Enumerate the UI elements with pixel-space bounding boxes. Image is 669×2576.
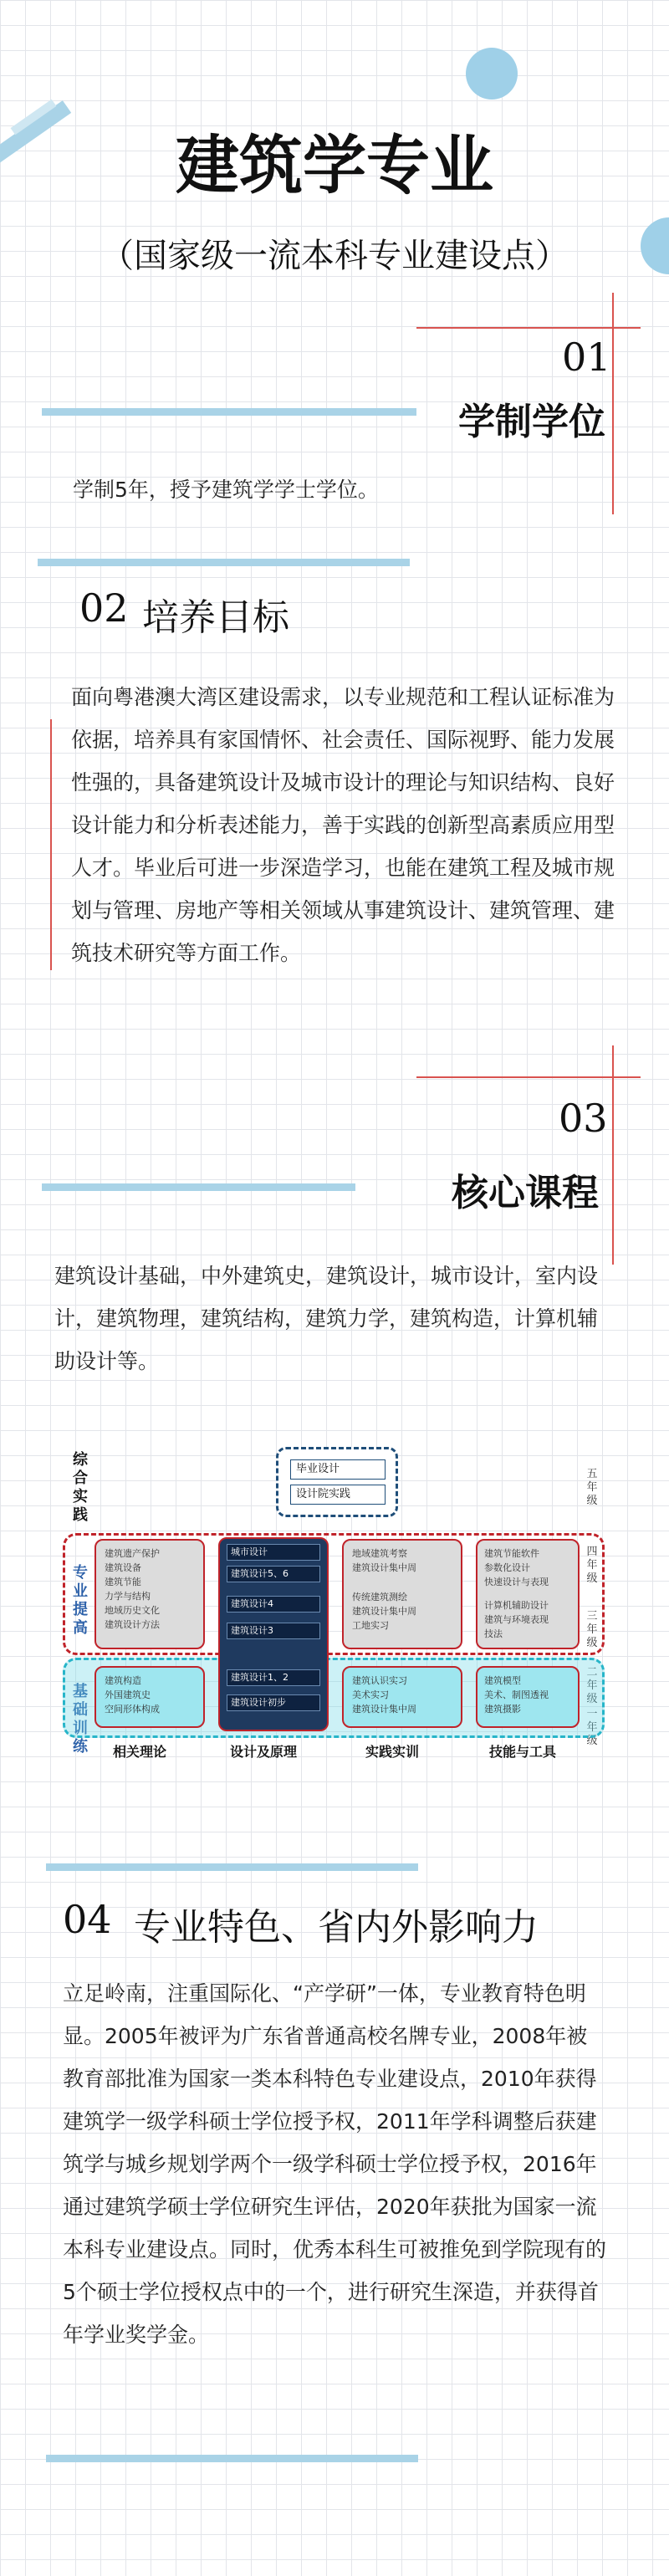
graduation-box [276, 1447, 398, 1517]
section-01-title: 学制学位 [458, 401, 605, 443]
course-item: 建筑设计1、2 [227, 1669, 320, 1686]
side-label-practice: 综合实践 [73, 1451, 88, 1524]
course-text: 工地实习 [352, 1620, 389, 1631]
course-item: 城市设计 [227, 1544, 320, 1561]
section-04-number: 04 [63, 1897, 112, 1942]
course-text: 技法 [484, 1628, 503, 1639]
course-text: 建筑设计集中周 [352, 1704, 416, 1715]
side-label-advanced: 专业提高 [73, 1564, 88, 1637]
section-02-body: 面向粤港澳大湾区建设需求，以专业规范和工程认证标准为依据，培养具有家国情怀、社会责任、国际视野、能力发展性强的，具备建筑设计及城市设计的理论与知识结构、良好设计能力和分析表述能力，善于实践的创新型高素质应用型人才。毕业后可进一步深造学习，也能在建筑工程及城市规划与管理、房地产等相关领域从事建筑设计、建筑管理、建筑技术研究等方面工作。 [71, 685, 615, 965]
curriculum-diagram [63, 1447, 610, 1773]
course-text: 建筑模型 [484, 1675, 521, 1686]
page-title: 建筑学专业 [176, 128, 493, 202]
course-text: 建筑遗产保护 [105, 1548, 160, 1559]
course-text: 计算机辅助设计 [484, 1600, 549, 1611]
decor-red-line [612, 1045, 614, 1265]
course-item: 建筑设计初步 [227, 1694, 320, 1711]
graduation-item: 毕业设计 [290, 1459, 386, 1480]
course-text: 建筑设计集中周 [352, 1606, 416, 1617]
year-label-4: 四年级 [586, 1546, 598, 1585]
section-04-title: 专业特色、省内外影响力 [134, 1906, 539, 1949]
course-text: 建筑构造 [105, 1675, 141, 1686]
course-text: 建筑摄影 [484, 1704, 521, 1715]
graduation-item: 设计院实践 [290, 1485, 386, 1505]
decor-red-line [416, 1076, 641, 1078]
section-01-number: 01 [562, 335, 611, 380]
decor-blue-bar [38, 559, 410, 566]
section-02-number: 02 [79, 585, 129, 631]
decor-red-line [416, 327, 641, 329]
course-text: 建筑节能软件 [484, 1548, 539, 1559]
course-text: 建筑设计集中周 [352, 1562, 416, 1573]
course-text: 力学与结构 [105, 1591, 151, 1602]
section-03-body: 建筑设计基础，中外建筑史，建筑设计，城市设计，室内设计，建筑物理，建筑结构，建筑力学，建筑构造，计算机辅助设计等。 [54, 1264, 599, 1373]
col-practice-upper [342, 1539, 462, 1649]
page-subtitle: （国家级一流本科专业建设点） [100, 237, 569, 275]
course-text: 建筑设备 [105, 1562, 141, 1573]
decor-circle [466, 48, 518, 100]
course-text: 参数化设计 [484, 1562, 530, 1573]
column-label-design: 设计及原理 [230, 1744, 298, 1760]
course-text: 建筑与环境表现 [484, 1614, 549, 1625]
col-practice-lower [342, 1666, 462, 1728]
section-03-title: 核心课程 [452, 1172, 599, 1214]
col-theory-upper [94, 1539, 205, 1649]
section-04-body: 立足岭南，注重国际化、“产学研”一体，专业教育特色明显。2005年被评为广东省普通高校名牌专业，2008年被教育部批准为国家一类本科特色专业建设点，2010年获得建筑学一级学科硕士学位授予权，2011年学科调整后获建筑学与城乡规划学两个一级学科硕士学位授予权，2016年通过建筑学硕士学位研究生评估，2020年获批为国家一流本科专业建设点。同时，优秀本科生可被推免到学院现有的5个硕士学位授权点中的一个，进行研究生深造，并获得首年学业奖学金。 [63, 1981, 607, 2347]
decor-red-line [50, 719, 52, 970]
course-text: 建筑认识实习 [352, 1675, 407, 1686]
course-text: 地域建筑考察 [352, 1548, 407, 1559]
col-theory-lower [94, 1666, 205, 1728]
course-text: 建筑设计方法 [105, 1619, 160, 1630]
year-label-1: 一年级 [586, 1708, 598, 1747]
course-text: 地域历史文化 [105, 1605, 160, 1616]
col-design [218, 1537, 329, 1731]
decor-blue-bar [42, 1183, 355, 1191]
decor-blue-bar [46, 1863, 418, 1871]
course-item: 建筑设计5、6 [227, 1566, 320, 1582]
section-03-number: 03 [559, 1096, 608, 1141]
course-text: 美术、制图透视 [484, 1689, 549, 1700]
col-skills-lower [476, 1666, 580, 1728]
side-label-basic: 基础训练 [73, 1683, 88, 1756]
column-label-practice: 实践实训 [365, 1744, 420, 1760]
course-text: 建筑节能 [105, 1577, 141, 1587]
course-item: 建筑设计3 [227, 1623, 320, 1639]
year-label-2: 二年级 [586, 1666, 598, 1705]
course-text: 外国建筑史 [105, 1689, 151, 1700]
section-02-title: 培养目标 [142, 596, 289, 639]
column-label-theory: 相关理论 [113, 1744, 167, 1760]
decor-blue-bar [42, 408, 416, 416]
course-text: 空间形体构成 [105, 1704, 160, 1715]
decor-red-line [612, 293, 614, 514]
year-label-3: 三年级 [586, 1610, 598, 1649]
section-01-body: 学制5年，授予建筑学学士学位。 [73, 478, 379, 502]
col-skills-upper [476, 1539, 580, 1649]
decor-blue-bar [46, 2455, 418, 2462]
course-text: 传统建筑测绘 [352, 1592, 407, 1602]
column-label-skills: 技能与工具 [489, 1744, 557, 1760]
course-item: 建筑设计4 [227, 1596, 320, 1613]
course-text: 快速设计与表现 [484, 1577, 549, 1587]
course-text: 美术实习 [352, 1689, 389, 1700]
year-label-5: 五年级 [586, 1468, 598, 1507]
